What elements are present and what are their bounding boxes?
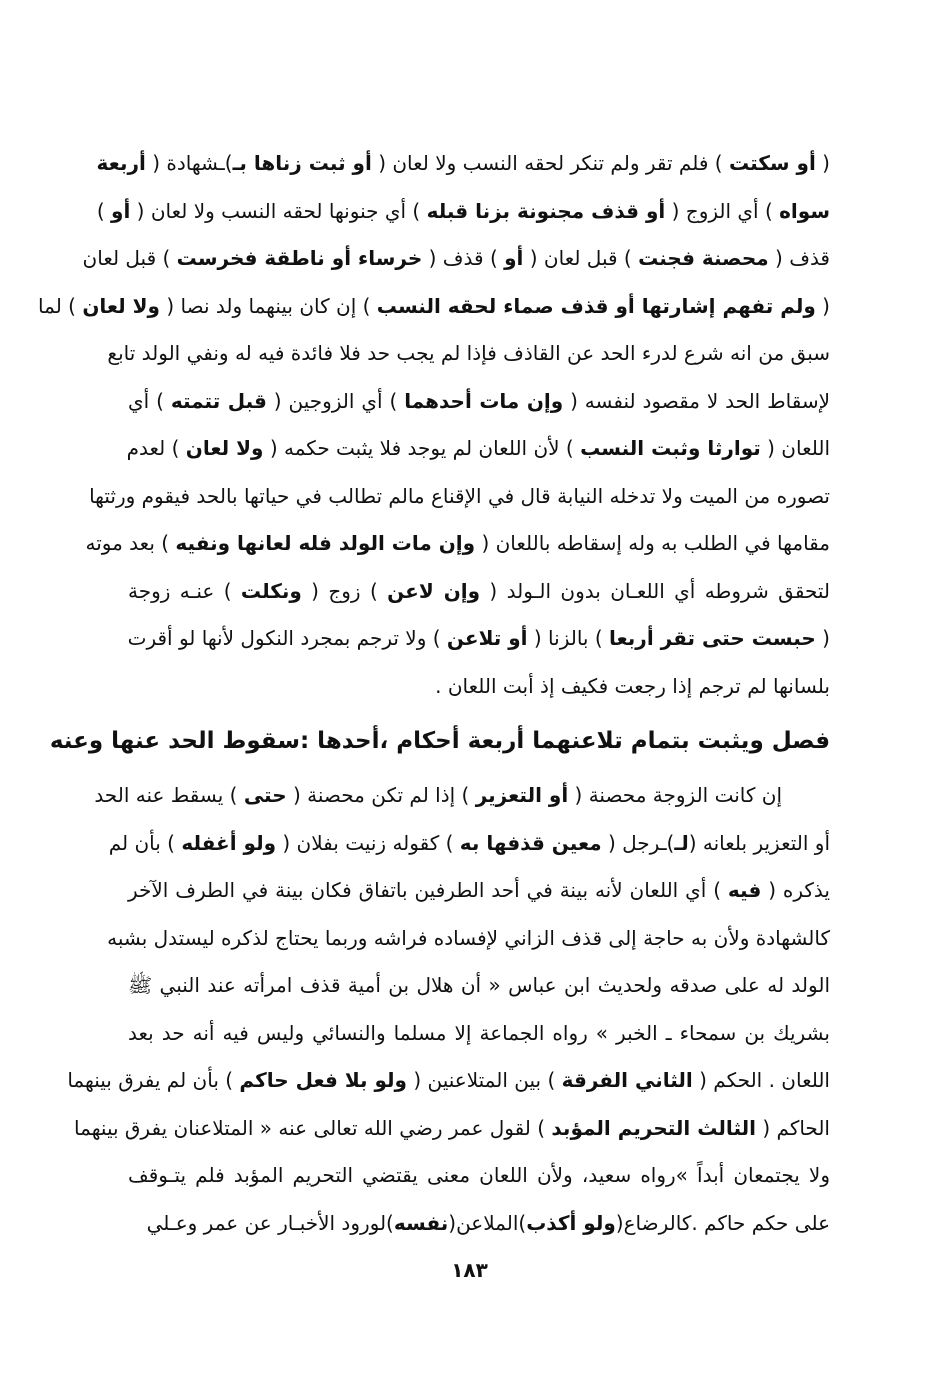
paragraph-1-line: ( حبست حتى تقر أربعا ) بالزنا ( أو تلاعن ) ولا ترجم بمجرد النكول لأنها لو أقرت	[127, 626, 830, 650]
paragraph-2-line: كالشهادة ولأن به حاجة إلى قذف الزاني لإفساده فراشه وربما يحتاج لذكره ليستدل بشبه	[107, 925, 830, 950]
paragraph-1-line: سواه ) أي الزوج ( أو قذف مجنونة بزنا قبله ) أي جنونها لحقه النسب ولا لعان ( أو )	[96, 198, 830, 223]
paragraph-1-line: اللعان ( توارثا وثبت النسب ) لأن اللعان لم يوجد فلا يثبت حكمه ( ولا لعان ) لعدم	[126, 436, 830, 460]
paragraph-1-line: لإسقاط الحد لا مقصود لنفسه ( وإن مات أحدهما ) أي الزوجين ( قبل تتمته ) أي	[128, 388, 831, 413]
paragraph-1-line: ( أو سكتت ) فلم تقر ولم تنكر لحقه النسب ولا لعان ( أو ثبت زناها بـ)ـشهادة ( أربعة	[96, 151, 830, 175]
paragraph-2-line: ولا يجتمعان أبداً »رواه سعيد، ولأن اللعان معنى يقتضي التحريم المؤبد فلم يتـوقف	[128, 1163, 830, 1187]
paragraph-1-line: مقامها في الطلب به وله إسقاطه باللعان ( وإن مات الولد فله لعانها ونفيه ) بعد موته	[85, 531, 830, 555]
paragraph-1-line: قذف ( محصنة فجنت ) قبل لعان ( أو ) قذف ( خرساء أو ناطقة فخرست ) قبل لعان	[82, 246, 830, 270]
paragraph-2	[67, 772, 830, 1247]
paragraph-1-line: بلسانها لم ترجم إذا رجعت فكيف إذ أبت اللعان .	[435, 673, 830, 698]
paragraph-1-line: سبق من انه شرع لدرء الحد عن القاذف فإذا لم يجب حد فلا فائدة فيه له ونفي الولد تابع	[107, 341, 830, 365]
paragraph-2-line: على حكم حاكم .كالرضاع(ولو أكذب)الملاعن(نفسه)لورود الأخبـار عن عمر وعـلي	[146, 1210, 830, 1235]
paragraph-2-line: الولد له على صدقه ولحديث ابن عباس « أن هلال بن أمية قذف امرأته عند النبي ﷺ	[128, 973, 830, 997]
paragraph-2-line: إن كانت الزوجة محصنة ( أو التعزير ) إذا لم تكن محصنة ( حتى ) يسقط عنه الحد	[94, 783, 782, 807]
paragraph-2-line: أو التعزير بلعانه (لـ)ـرجل ( معين قذفها به ) كقوله زنيت بفلان ( ولو أغفله ) بأن لم	[108, 830, 830, 855]
paragraph-1	[38, 140, 831, 710]
page-number: ١٨٣	[451, 1258, 488, 1282]
paragraph-2-line: اللعان . الحكم ( الثاني الفرقة ) بين المتلاعنين ( ولو بلا فعل حاكم ) بأن لم يفرق بينهما	[67, 1068, 830, 1092]
paragraph-2-line: الحاكم ( الثالث التحريم المؤبد ) لقول عمر رضي الله تعالى عنه « المتلاعنان يفرق بينهما	[74, 1115, 830, 1140]
paragraph-1-line: تصوره من الميت ولا تدخله النيابة قال في الإقناع مالم تطالب في حياتها بالحد فيقوم ورثتها	[89, 483, 830, 508]
paragraph-2-line: يذكره ( فيه ) أي اللعان لأنه بينة في أحد الطرفين باتفاق فكان بينة في الطرف الآخر	[128, 878, 830, 902]
paragraph-1-line: ( ولم تفهم إشارتها أو قذف صماء لحقه النسب ) إن كان بينهما ولد نصا ( ولا لعان ) لما	[38, 293, 830, 318]
section-heading: فصل ويثبت بتمام تلاعنهما أربعة أحكام ،أحدها :سقوط الحد عنها وعنه	[49, 728, 830, 754]
paragraph-2-line: بشريك بن سمحاء ـ الخبر » رواه الجماعة إلا مسلما والنسائي وليس فيه أنه حد بعد	[128, 1020, 830, 1045]
paragraph-1-line: لتحقق شروطه أي اللعـان بدون الـولد ( وإن لاعن ) زوج ( ونكلت ) عنـه زوجة	[128, 578, 831, 603]
